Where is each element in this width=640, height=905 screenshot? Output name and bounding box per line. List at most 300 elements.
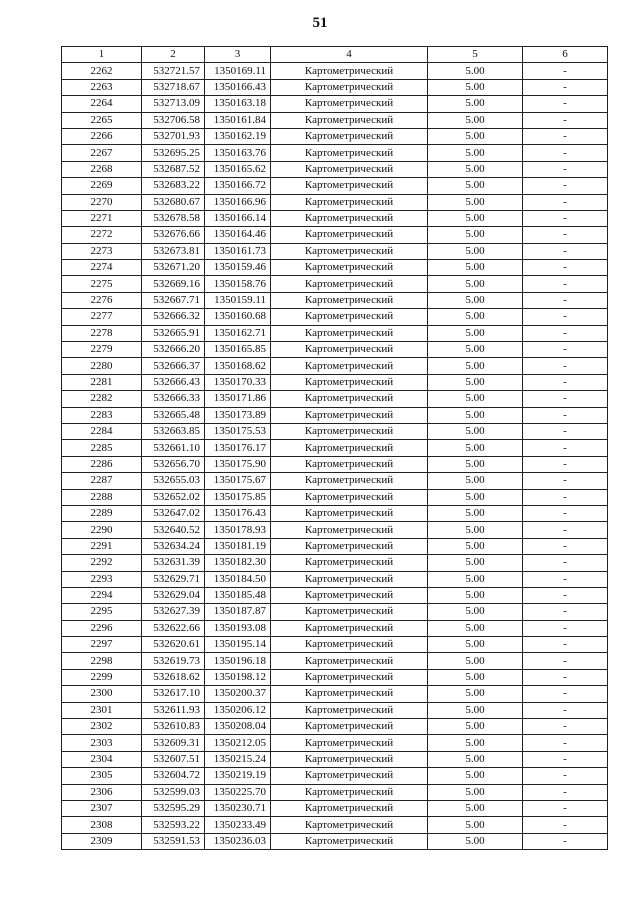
method-cell: Картометрический — [271, 489, 428, 505]
method-cell: Картометрический — [271, 374, 428, 390]
table-row — [62, 112, 608, 128]
y-coordinate-cell: 1350173.89 — [205, 407, 271, 423]
y-coordinate-cell: 1350165.85 — [205, 342, 271, 358]
table-row — [62, 243, 608, 259]
method-cell: Картометрический — [271, 112, 428, 128]
point-number-cell: 2270 — [62, 194, 142, 210]
accuracy-cell: 5.00 — [428, 456, 523, 472]
accuracy-cell: 5.00 — [428, 620, 523, 636]
method-cell: Картометрический — [271, 784, 428, 800]
note-cell: - — [523, 391, 608, 407]
point-number-cell: 2286 — [62, 456, 142, 472]
y-coordinate-cell: 1350171.86 — [205, 391, 271, 407]
method-cell: Картометрический — [271, 292, 428, 308]
method-cell: Картометрический — [271, 817, 428, 833]
note-cell: - — [523, 817, 608, 833]
note-cell: - — [523, 620, 608, 636]
x-coordinate-cell: 532629.04 — [142, 587, 205, 603]
x-coordinate-cell: 532666.20 — [142, 342, 205, 358]
point-number-cell: 2268 — [62, 161, 142, 177]
method-cell: Картометрический — [271, 538, 428, 554]
method-cell: Картометрический — [271, 178, 428, 194]
note-cell: - — [523, 374, 608, 390]
accuracy-cell: 5.00 — [428, 227, 523, 243]
note-cell: - — [523, 342, 608, 358]
method-cell: Картометрический — [271, 800, 428, 816]
y-coordinate-cell: 1350185.48 — [205, 587, 271, 603]
note-cell: - — [523, 587, 608, 603]
point-number-cell: 2271 — [62, 210, 142, 226]
accuracy-cell: 5.00 — [428, 669, 523, 685]
x-coordinate-cell: 532663.85 — [142, 423, 205, 439]
x-coordinate-cell: 532617.10 — [142, 686, 205, 702]
method-cell: Картометрический — [271, 407, 428, 423]
note-cell: - — [523, 243, 608, 259]
point-number-cell: 2269 — [62, 178, 142, 194]
x-coordinate-cell: 532610.83 — [142, 719, 205, 735]
x-coordinate-cell: 532666.37 — [142, 358, 205, 374]
header-col-2: 2 — [142, 47, 205, 63]
method-cell: Картометрический — [271, 128, 428, 144]
method-cell: Картометрический — [271, 653, 428, 669]
table-row — [62, 79, 608, 95]
x-coordinate-cell: 532695.25 — [142, 145, 205, 161]
note-cell: - — [523, 178, 608, 194]
accuracy-cell: 5.00 — [428, 292, 523, 308]
y-coordinate-cell: 1350166.72 — [205, 178, 271, 194]
point-number-cell: 2278 — [62, 325, 142, 341]
point-number-cell: 2273 — [62, 243, 142, 259]
note-cell: - — [523, 227, 608, 243]
y-coordinate-cell: 1350175.90 — [205, 456, 271, 472]
point-number-cell: 2276 — [62, 292, 142, 308]
note-cell: - — [523, 112, 608, 128]
table-row — [62, 735, 608, 751]
method-cell: Картометрический — [271, 309, 428, 325]
point-number-cell: 2295 — [62, 604, 142, 620]
table-row — [62, 325, 608, 341]
y-coordinate-cell: 1350236.03 — [205, 833, 271, 849]
note-cell: - — [523, 309, 608, 325]
table-row — [62, 309, 608, 325]
note-cell: - — [523, 423, 608, 439]
y-coordinate-cell: 1350178.93 — [205, 522, 271, 538]
table-row — [62, 538, 608, 554]
accuracy-cell: 5.00 — [428, 489, 523, 505]
y-coordinate-cell: 1350175.67 — [205, 473, 271, 489]
point-number-cell: 2302 — [62, 719, 142, 735]
x-coordinate-cell: 532652.02 — [142, 489, 205, 505]
accuracy-cell: 5.00 — [428, 128, 523, 144]
accuracy-cell: 5.00 — [428, 686, 523, 702]
x-coordinate-cell: 532706.58 — [142, 112, 205, 128]
point-number-cell: 2293 — [62, 571, 142, 587]
table-row — [62, 407, 608, 423]
table-row — [62, 719, 608, 735]
y-coordinate-cell: 1350208.04 — [205, 719, 271, 735]
y-coordinate-cell: 1350164.46 — [205, 227, 271, 243]
y-coordinate-cell: 1350187.87 — [205, 604, 271, 620]
note-cell: - — [523, 96, 608, 112]
x-coordinate-cell: 532701.93 — [142, 128, 205, 144]
x-coordinate-cell: 532627.39 — [142, 604, 205, 620]
point-number-cell: 2292 — [62, 555, 142, 571]
point-number-cell: 2304 — [62, 751, 142, 767]
y-coordinate-cell: 1350176.43 — [205, 505, 271, 521]
point-number-cell: 2298 — [62, 653, 142, 669]
method-cell: Картометрический — [271, 63, 428, 79]
point-number-cell: 2274 — [62, 260, 142, 276]
x-coordinate-cell: 532661.10 — [142, 440, 205, 456]
coordinates-table — [61, 46, 608, 850]
method-cell: Картометрический — [271, 587, 428, 603]
point-number-cell: 2306 — [62, 784, 142, 800]
x-coordinate-cell: 532611.93 — [142, 702, 205, 718]
note-cell: - — [523, 571, 608, 587]
table-row — [62, 161, 608, 177]
point-number-cell: 2307 — [62, 800, 142, 816]
x-coordinate-cell: 532673.81 — [142, 243, 205, 259]
point-number-cell: 2282 — [62, 391, 142, 407]
accuracy-cell: 5.00 — [428, 751, 523, 767]
note-cell: - — [523, 702, 608, 718]
table-row — [62, 522, 608, 538]
note-cell: - — [523, 407, 608, 423]
note-cell: - — [523, 128, 608, 144]
accuracy-cell: 5.00 — [428, 833, 523, 849]
y-coordinate-cell: 1350193.08 — [205, 620, 271, 636]
method-cell: Картометрический — [271, 79, 428, 95]
note-cell: - — [523, 194, 608, 210]
method-cell: Картометрический — [271, 440, 428, 456]
table-row — [62, 686, 608, 702]
accuracy-cell: 5.00 — [428, 571, 523, 587]
method-cell: Картометрический — [271, 833, 428, 849]
accuracy-cell: 5.00 — [428, 161, 523, 177]
note-cell: - — [523, 719, 608, 735]
y-coordinate-cell: 1350162.19 — [205, 128, 271, 144]
table-row — [62, 702, 608, 718]
x-coordinate-cell: 532671.20 — [142, 260, 205, 276]
y-coordinate-cell: 1350163.18 — [205, 96, 271, 112]
accuracy-cell: 5.00 — [428, 817, 523, 833]
x-coordinate-cell: 532631.39 — [142, 555, 205, 571]
x-coordinate-cell: 532629.71 — [142, 571, 205, 587]
table-row — [62, 817, 608, 833]
method-cell: Картометрический — [271, 194, 428, 210]
x-coordinate-cell: 532593.22 — [142, 817, 205, 833]
table-row — [62, 194, 608, 210]
y-coordinate-cell: 1350230.71 — [205, 800, 271, 816]
y-coordinate-cell: 1350165.62 — [205, 161, 271, 177]
x-coordinate-cell: 532667.71 — [142, 292, 205, 308]
table-row — [62, 292, 608, 308]
table-row — [62, 276, 608, 292]
method-cell: Картометрический — [271, 702, 428, 718]
note-cell: - — [523, 276, 608, 292]
point-number-cell: 2266 — [62, 128, 142, 144]
accuracy-cell: 5.00 — [428, 505, 523, 521]
x-coordinate-cell: 532669.16 — [142, 276, 205, 292]
point-number-cell: 2280 — [62, 358, 142, 374]
point-number-cell: 2291 — [62, 538, 142, 554]
y-coordinate-cell: 1350206.12 — [205, 702, 271, 718]
note-cell: - — [523, 489, 608, 505]
note-cell: - — [523, 604, 608, 620]
point-number-cell: 2297 — [62, 637, 142, 653]
point-number-cell: 2290 — [62, 522, 142, 538]
note-cell: - — [523, 79, 608, 95]
table-row — [62, 604, 608, 620]
accuracy-cell: 5.00 — [428, 440, 523, 456]
table-row — [62, 587, 608, 603]
note-cell: - — [523, 260, 608, 276]
method-cell: Картометрический — [271, 391, 428, 407]
method-cell: Картометрический — [271, 719, 428, 735]
note-cell: - — [523, 325, 608, 341]
point-number-cell: 2272 — [62, 227, 142, 243]
y-coordinate-cell: 1350196.18 — [205, 653, 271, 669]
y-coordinate-cell: 1350166.96 — [205, 194, 271, 210]
table-row — [62, 440, 608, 456]
point-number-cell: 2262 — [62, 63, 142, 79]
table-row — [62, 391, 608, 407]
y-coordinate-cell: 1350163.76 — [205, 145, 271, 161]
table-row — [62, 423, 608, 439]
point-number-cell: 2303 — [62, 735, 142, 751]
table-row — [62, 358, 608, 374]
method-cell: Картометрический — [271, 473, 428, 489]
point-number-cell: 2277 — [62, 309, 142, 325]
point-number-cell: 2279 — [62, 342, 142, 358]
method-cell: Картометрический — [271, 604, 428, 620]
accuracy-cell: 5.00 — [428, 407, 523, 423]
point-number-cell: 2305 — [62, 768, 142, 784]
accuracy-cell: 5.00 — [428, 342, 523, 358]
point-number-cell: 2289 — [62, 505, 142, 521]
y-coordinate-cell: 1350212.05 — [205, 735, 271, 751]
point-number-cell: 2300 — [62, 686, 142, 702]
point-number-cell: 2309 — [62, 833, 142, 849]
note-cell: - — [523, 751, 608, 767]
y-coordinate-cell: 1350233.49 — [205, 817, 271, 833]
point-number-cell: 2288 — [62, 489, 142, 505]
table-row — [62, 620, 608, 636]
y-coordinate-cell: 1350170.33 — [205, 374, 271, 390]
table-row — [62, 800, 608, 816]
method-cell: Картометрический — [271, 210, 428, 226]
method-cell: Картометрический — [271, 342, 428, 358]
table-row — [62, 555, 608, 571]
table-row — [62, 342, 608, 358]
accuracy-cell: 5.00 — [428, 604, 523, 620]
table-row — [62, 63, 608, 79]
y-coordinate-cell: 1350158.76 — [205, 276, 271, 292]
accuracy-cell: 5.00 — [428, 260, 523, 276]
accuracy-cell: 5.00 — [428, 555, 523, 571]
y-coordinate-cell: 1350166.43 — [205, 79, 271, 95]
y-coordinate-cell: 1350160.68 — [205, 309, 271, 325]
accuracy-cell: 5.00 — [428, 210, 523, 226]
accuracy-cell: 5.00 — [428, 63, 523, 79]
accuracy-cell: 5.00 — [428, 637, 523, 653]
y-coordinate-cell: 1350175.53 — [205, 423, 271, 439]
method-cell: Картометрический — [271, 456, 428, 472]
x-coordinate-cell: 532666.43 — [142, 374, 205, 390]
accuracy-cell: 5.00 — [428, 784, 523, 800]
table-row — [62, 456, 608, 472]
accuracy-cell: 5.00 — [428, 145, 523, 161]
point-number-cell: 2284 — [62, 423, 142, 439]
point-number-cell: 2264 — [62, 96, 142, 112]
note-cell: - — [523, 473, 608, 489]
accuracy-cell: 5.00 — [428, 800, 523, 816]
method-cell: Картометрический — [271, 325, 428, 341]
accuracy-cell: 5.00 — [428, 96, 523, 112]
table-row — [62, 637, 608, 653]
method-cell: Картометрический — [271, 276, 428, 292]
method-cell: Картометрический — [271, 260, 428, 276]
x-coordinate-cell: 532607.51 — [142, 751, 205, 767]
table-row — [62, 96, 608, 112]
y-coordinate-cell: 1350182.30 — [205, 555, 271, 571]
note-cell: - — [523, 833, 608, 849]
note-cell: - — [523, 145, 608, 161]
table-row — [62, 374, 608, 390]
note-cell: - — [523, 669, 608, 685]
x-coordinate-cell: 532618.62 — [142, 669, 205, 685]
note-cell: - — [523, 210, 608, 226]
method-cell: Картометрический — [271, 669, 428, 685]
header-col-3: 3 — [205, 47, 271, 63]
table-header — [62, 47, 608, 63]
x-coordinate-cell: 532595.29 — [142, 800, 205, 816]
note-cell: - — [523, 637, 608, 653]
note-cell: - — [523, 522, 608, 538]
point-number-cell: 2281 — [62, 374, 142, 390]
point-number-cell: 2283 — [62, 407, 142, 423]
point-number-cell: 2285 — [62, 440, 142, 456]
accuracy-cell: 5.00 — [428, 309, 523, 325]
point-number-cell: 2267 — [62, 145, 142, 161]
x-coordinate-cell: 532680.67 — [142, 194, 205, 210]
accuracy-cell: 5.00 — [428, 473, 523, 489]
accuracy-cell: 5.00 — [428, 391, 523, 407]
method-cell: Картометрический — [271, 571, 428, 587]
accuracy-cell: 5.00 — [428, 194, 523, 210]
y-coordinate-cell: 1350168.62 — [205, 358, 271, 374]
note-cell: - — [523, 735, 608, 751]
y-coordinate-cell: 1350198.12 — [205, 669, 271, 685]
x-coordinate-cell: 532666.33 — [142, 391, 205, 407]
method-cell: Картометрический — [271, 423, 428, 439]
note-cell: - — [523, 63, 608, 79]
method-cell: Картометрический — [271, 227, 428, 243]
table-row — [62, 653, 608, 669]
y-coordinate-cell: 1350219.19 — [205, 768, 271, 784]
accuracy-cell: 5.00 — [428, 719, 523, 735]
note-cell: - — [523, 538, 608, 554]
accuracy-cell: 5.00 — [428, 112, 523, 128]
x-coordinate-cell: 532678.58 — [142, 210, 205, 226]
accuracy-cell: 5.00 — [428, 276, 523, 292]
method-cell: Картометрический — [271, 686, 428, 702]
accuracy-cell: 5.00 — [428, 768, 523, 784]
y-coordinate-cell: 1350195.14 — [205, 637, 271, 653]
note-cell: - — [523, 358, 608, 374]
x-coordinate-cell: 532609.31 — [142, 735, 205, 751]
accuracy-cell: 5.00 — [428, 79, 523, 95]
table-row — [62, 768, 608, 784]
table-row — [62, 489, 608, 505]
x-coordinate-cell: 532640.52 — [142, 522, 205, 538]
note-cell: - — [523, 784, 608, 800]
method-cell: Картометрический — [271, 555, 428, 571]
point-number-cell: 2287 — [62, 473, 142, 489]
x-coordinate-cell: 532647.02 — [142, 505, 205, 521]
note-cell: - — [523, 768, 608, 784]
table-row — [62, 178, 608, 194]
x-coordinate-cell: 532620.61 — [142, 637, 205, 653]
table-row — [62, 260, 608, 276]
y-coordinate-cell: 1350161.84 — [205, 112, 271, 128]
note-cell: - — [523, 505, 608, 521]
x-coordinate-cell: 532676.66 — [142, 227, 205, 243]
page-number: 51 — [312, 15, 328, 31]
point-number-cell: 2301 — [62, 702, 142, 718]
accuracy-cell: 5.00 — [428, 702, 523, 718]
point-number-cell: 2265 — [62, 112, 142, 128]
point-number-cell: 2294 — [62, 587, 142, 603]
accuracy-cell: 5.00 — [428, 178, 523, 194]
method-cell: Картометрический — [271, 96, 428, 112]
table-row — [62, 751, 608, 767]
method-cell: Картометрический — [271, 522, 428, 538]
y-coordinate-cell: 1350215.24 — [205, 751, 271, 767]
point-number-cell: 2299 — [62, 669, 142, 685]
x-coordinate-cell: 532718.67 — [142, 79, 205, 95]
y-coordinate-cell: 1350175.85 — [205, 489, 271, 505]
header-col-5: 5 — [428, 47, 523, 63]
accuracy-cell: 5.00 — [428, 243, 523, 259]
x-coordinate-cell: 532604.72 — [142, 768, 205, 784]
y-coordinate-cell: 1350169.11 — [205, 63, 271, 79]
point-number-cell: 2308 — [62, 817, 142, 833]
accuracy-cell: 5.00 — [428, 374, 523, 390]
accuracy-cell: 5.00 — [428, 325, 523, 341]
table-row — [62, 833, 608, 849]
header-row — [62, 47, 608, 63]
x-coordinate-cell: 532721.57 — [142, 63, 205, 79]
table-row — [62, 145, 608, 161]
accuracy-cell: 5.00 — [428, 522, 523, 538]
method-cell: Картометрический — [271, 751, 428, 767]
method-cell: Картометрический — [271, 620, 428, 636]
x-coordinate-cell: 532622.66 — [142, 620, 205, 636]
y-coordinate-cell: 1350162.71 — [205, 325, 271, 341]
x-coordinate-cell: 532591.53 — [142, 833, 205, 849]
note-cell: - — [523, 800, 608, 816]
y-coordinate-cell: 1350159.11 — [205, 292, 271, 308]
x-coordinate-cell: 532683.22 — [142, 178, 205, 194]
x-coordinate-cell: 532619.73 — [142, 653, 205, 669]
x-coordinate-cell: 532656.70 — [142, 456, 205, 472]
y-coordinate-cell: 1350184.50 — [205, 571, 271, 587]
header-col-4: 4 — [271, 47, 428, 63]
y-coordinate-cell: 1350159.46 — [205, 260, 271, 276]
method-cell: Картометрический — [271, 505, 428, 521]
table-body — [62, 63, 608, 850]
